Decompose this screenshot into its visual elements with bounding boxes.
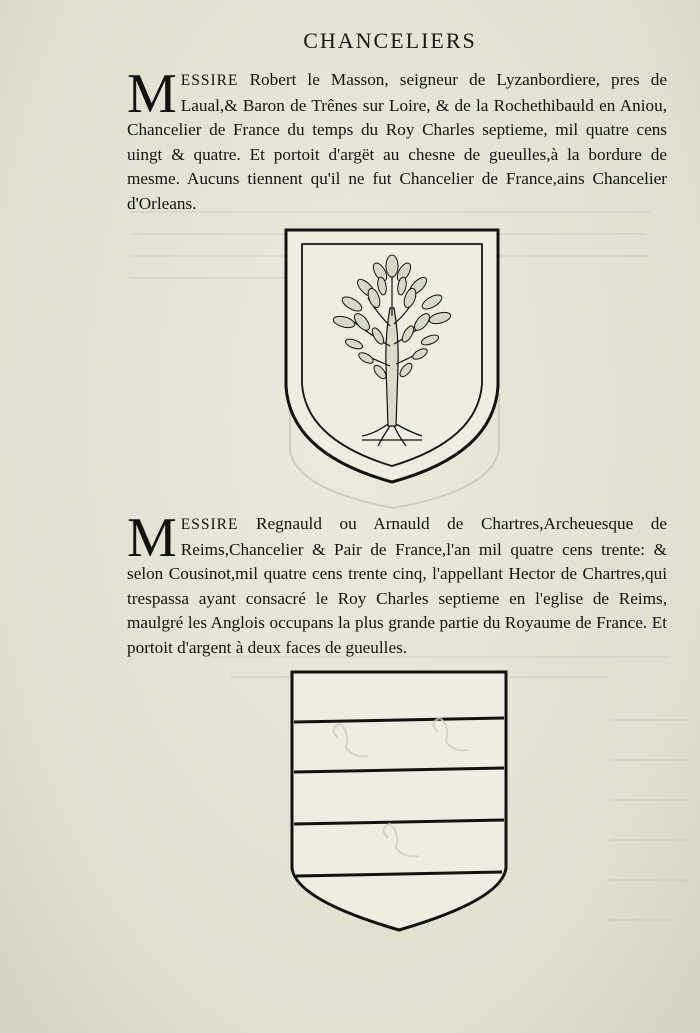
entry-text: Regnauld ou Arnauld de Chartres,Archeuesque de Reims,Chancelier & Pair de France,l'an mil quatre cens trente: & selon Cousinot,mil quatre cens trente cinq, l'appellant Hector de Chartres,qui trespassa ayant consacré le Roy Charles septieme en l'eglise de Reims, maulgré les Anglois occupans la plus grande partie du Royaume de France. Et portoit d'argent à deux faces de gueulles. bbox=[127, 514, 667, 657]
bleed-through-lines-right bbox=[610, 700, 695, 940]
running-title: CHANCELIERS bbox=[303, 28, 477, 53]
entry-regnauld-de-chartres bbox=[127, 507, 667, 660]
entry-lead-word: ESSIRE bbox=[180, 72, 239, 89]
drop-cap: M bbox=[127, 507, 177, 569]
entry-lead-word: ESSIRE bbox=[180, 516, 239, 533]
two-fesses-shield-icon bbox=[288, 668, 510, 936]
bleed-through-column-right bbox=[610, 700, 695, 940]
entry-robert-le-masson bbox=[127, 63, 667, 216]
oak-tree-shield-icon bbox=[282, 226, 502, 488]
drop-cap: M bbox=[127, 63, 177, 125]
entry-text: Robert le Masson, seigneur de Lyzanbordiere, pres de Laual,& Baron de Trênes sur Loire, & de la Rochethibauld en Aniou, Chancelier de France du temps du Roy Charles septieme, mil quatre cens uingt & quatre. Et portoit d'argët au chesne de gueulles,à la bordure de mesme. Aucuns tiennent qu'il ne fut Chancelier de France,ains Chancelier d'Orleans. bbox=[127, 70, 667, 213]
